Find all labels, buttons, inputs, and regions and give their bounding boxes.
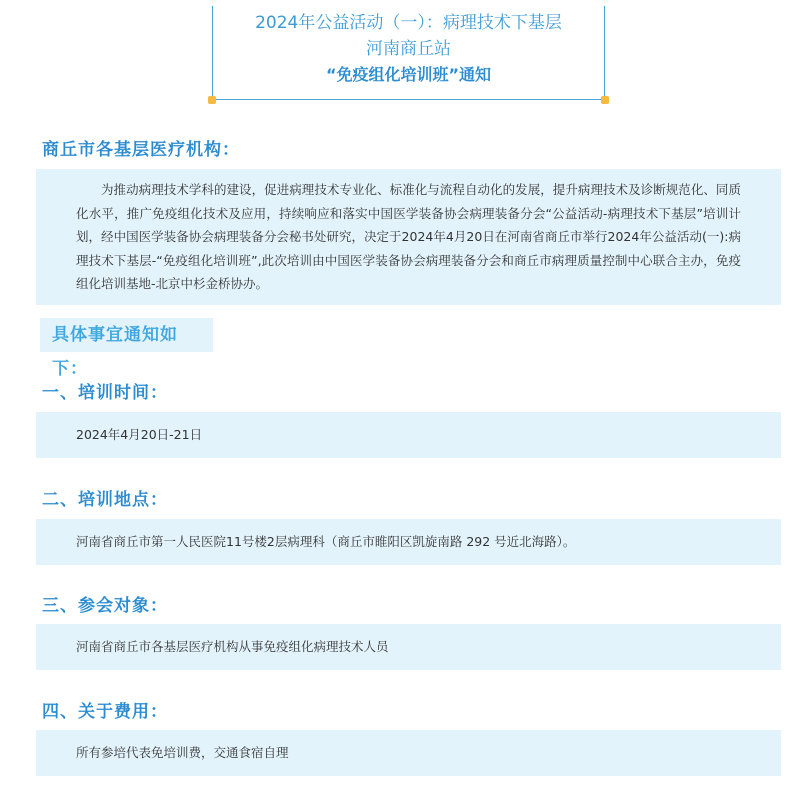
section-attendees-heading: 三、参会对象： [42,596,168,616]
section-time-content: 2024年4月20日-21日 [76,427,203,442]
intro-panel [36,169,781,305]
title-line-1: 2024年公益活动（一）：病理技术下基层 [255,13,562,33]
section-attendees-panel [36,624,781,670]
title-line-2: 河南商丘站 [366,39,451,59]
section-fees-heading: 四、关于费用： [42,702,168,722]
details-heading: 具体事宜通知如下： [40,318,213,352]
section-attendees-content: 河南省商丘市各基层医疗机构从事免疫组化病理技术人员 [76,639,389,654]
intro-heading: 商丘市各基层医疗机构： [42,140,240,160]
corner-dot-left [208,96,216,104]
section-time-panel [36,412,781,458]
title-line-3: “免疫组化培训班”通知 [325,65,492,84]
section-location-panel [36,519,781,565]
section-time-heading: 一、培训时间： [42,383,168,403]
section-fees-panel [36,730,781,776]
section-location-content: 河南省商丘市第一人民医院11号楼2层病理科（商丘市睢阳区凯旋南路 292 号近北海路）。 [76,534,576,549]
intro-text: 为推动病理技术学科的建设，促进病理技术专业化、标准化与流程自动化的发展，提升病理技术及诊断规范化、同质化水平，推广免疫组化技术及应用，持续响应和落实中国医学装备协会病理装备分会“公益活动-病理技术下基层”培训计划，经中国医学装备协会病理装备分会秘书处研究，决定于2024年4月20日在河南省商丘市举行2024年公益活动(一):病理技术下基层-“免疫组化培训班”,此次培训由中国医学装备协会病理装备分会和商丘市病理质量控制中心联合主办，免疫组化培训基地-北京中杉金桥协办。 [76,182,741,291]
corner-dot-right [601,96,609,104]
section-location-heading: 二、培训地点： [42,490,168,510]
section-fees-content: 所有参培代表免培训费，交通食宿自理 [76,745,289,760]
title-box [212,6,605,100]
